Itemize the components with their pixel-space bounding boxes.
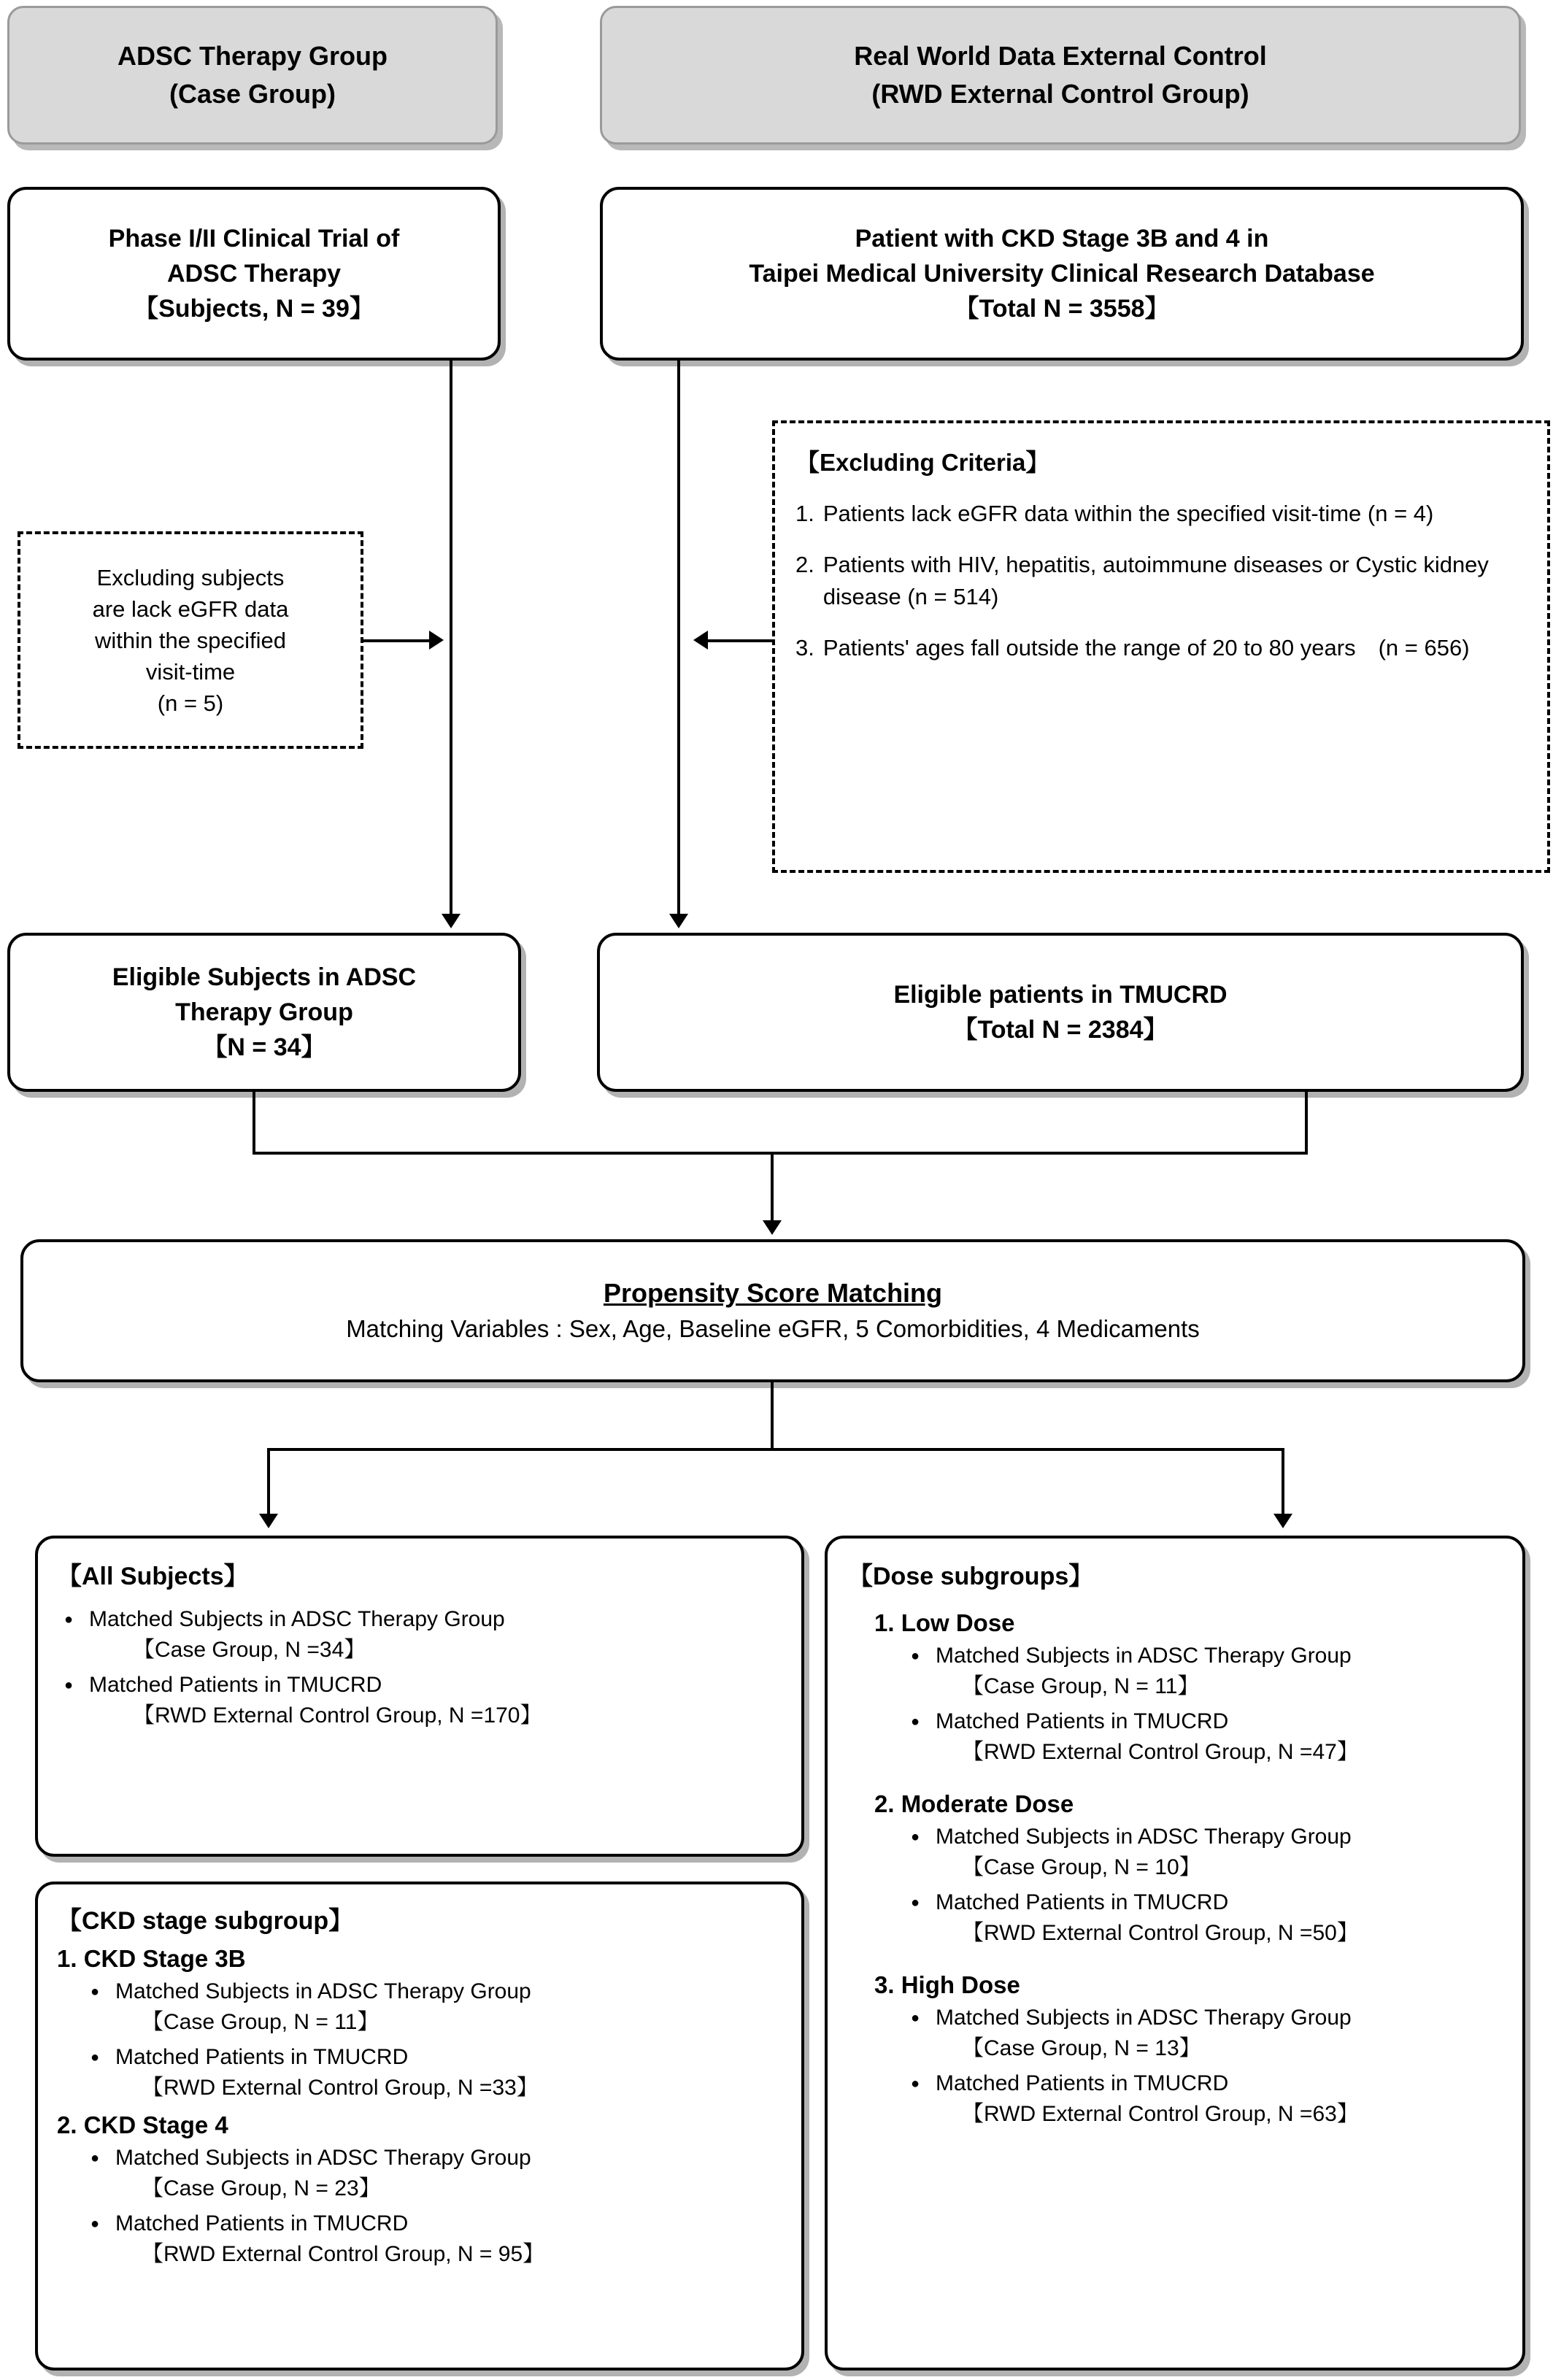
list-item — [83, 2143, 784, 2204]
list-item — [83, 2208, 784, 2270]
header-rwd-group-line1: Real World Data External Control — [854, 41, 1267, 71]
list-item — [57, 1670, 784, 1731]
excluding-criteria-item — [795, 498, 1528, 530]
ckd-group-label: 1. CKD Stage 3B — [57, 1945, 246, 1972]
psm-subtitle: Matching Variables : Sex, Age, Baseline eGFR, 5 Comorbidities, 4 Medicaments — [346, 1315, 1200, 1342]
item-sub: 【Case Group, N = 10】 — [962, 1855, 1201, 1879]
dose-group-list — [903, 1822, 1506, 1953]
all-subjects-title: 【All Subjects】 — [57, 1563, 249, 1590]
item-sub: 【RWD External Control Group, N =63】 — [962, 2102, 1359, 2126]
connector-database-to-eligible — [677, 361, 680, 917]
box-excluding-criteria — [772, 420, 1550, 873]
arrowhead-down — [442, 914, 460, 928]
header-rwd-group-line2: (RWD External Control Group) — [871, 79, 1249, 109]
database-line3: 【Total N = 3558】 — [954, 295, 1170, 323]
ckd-subgroup-title: 【CKD stage subgroup】 — [57, 1907, 354, 1935]
item-sub: 【RWD External Control Group, N =50】 — [962, 1921, 1359, 1945]
criteria-text: Patients lack eGFR data within the specified visit-time (n = 4) — [822, 501, 1434, 526]
box-eligible-case — [7, 933, 521, 1092]
item-sub: 【Case Group, N = 13】 — [962, 2036, 1201, 2060]
arrowhead-down — [1273, 1514, 1292, 1528]
header-case-group — [7, 6, 498, 145]
excluding-subjects-line4: visit-time — [145, 658, 236, 685]
item-main: Matched Subjects in ADSC Therapy Group — [936, 2006, 1352, 2030]
criteria-text: Patients with HIV, hepatitis, autoimmune diseases or Cystic kidney disease (n = 514) — [822, 552, 1489, 609]
excluding-criteria-title: 【Excluding Criteria】 — [795, 449, 1050, 476]
excluding-subjects-line5: (n = 5) — [157, 690, 224, 716]
list-item — [903, 1641, 1506, 1702]
arrowhead-down — [259, 1514, 278, 1528]
all-subjects-list — [57, 1604, 784, 1736]
eligible-case-line1: Eligible Subjects in ADSC — [112, 963, 417, 991]
clinical-trial-line2: ADSC Therapy — [166, 260, 342, 288]
item-sub: 【Case Group, N = 23】 — [142, 2176, 381, 2200]
box-all-subjects — [35, 1536, 804, 1857]
ckd-group-label: 2. CKD Stage 4 — [57, 2111, 228, 2138]
item-main: Matched Subjects in ADSC Therapy Group — [936, 1825, 1352, 1849]
item-main: Matched Subjects in ADSC Therapy Group — [936, 1644, 1352, 1668]
list-item — [903, 2068, 1506, 2130]
item-main: Matched Patients in TMUCRD — [936, 1709, 1229, 1733]
list-item — [83, 1976, 784, 2038]
eligible-rwd-line2: 【Total N = 2384】 — [952, 1016, 1168, 1044]
box-propensity-score-matching — [20, 1239, 1525, 1382]
eligible-case-line2: Therapy Group — [175, 998, 353, 1026]
item-sub: 【RWD External Control Group, N = 95】 — [142, 2242, 545, 2266]
connector-merge-bar — [253, 1152, 1308, 1155]
psm-title: Propensity Score Matching — [603, 1278, 943, 1308]
item-main: Matched Patients in TMUCRD — [936, 2071, 1229, 2095]
connector-eligible-rwd-down — [1305, 1092, 1308, 1153]
dose-subgroup-title: 【Dose subgroups】 — [848, 1563, 1094, 1590]
eligible-case-line3: 【N = 34】 — [202, 1033, 326, 1061]
item-main: Matched Subjects in ADSC Therapy Group — [115, 2146, 531, 2170]
arrowhead-right — [429, 631, 444, 650]
excluding-subjects-line3: within the specified — [95, 627, 286, 653]
excluding-criteria-item — [795, 549, 1528, 613]
excluding-subjects-line2: are lack eGFR data — [92, 596, 289, 622]
dose-group-label: 1. Low Dose — [874, 1609, 1015, 1636]
criteria-number: 2. — [795, 552, 814, 577]
criteria-text: Patients' ages fall outside the range of 20 to 80 years (n = 656) — [822, 635, 1470, 661]
item-main: Matched Patients in TMUCRD — [115, 2211, 409, 2235]
header-case-group-line1: ADSC Therapy Group — [117, 41, 388, 71]
list-item — [83, 2042, 784, 2103]
list-item — [903, 1822, 1506, 1883]
connector-exclude-rwd — [708, 639, 775, 642]
header-case-group-line2: (Case Group) — [169, 79, 336, 109]
clinical-trial-line1: Phase I/II Clinical Trial of — [108, 225, 400, 253]
box-ckd-stage-subgroup — [35, 1882, 804, 2371]
clinical-trial-line3: 【Subjects, N = 39】 — [134, 295, 374, 323]
item-main: Matched Subjects in ADSC Therapy Group — [89, 1607, 505, 1631]
item-main: Matched Patients in TMUCRD — [936, 1890, 1229, 1914]
list-item — [903, 2003, 1506, 2064]
item-sub: 【RWD External Control Group, N =170】 — [133, 1703, 542, 1728]
ckd-group-list — [83, 2143, 784, 2274]
item-main: Matched Subjects in ADSC Therapy Group — [115, 1979, 531, 2003]
excluding-criteria-item — [795, 632, 1528, 664]
arrowhead-down — [763, 1220, 782, 1235]
ckd-group-list — [83, 1976, 784, 2108]
arrowhead-left — [693, 631, 708, 650]
database-line2: Taipei Medical University Clinical Research Database — [749, 260, 1375, 288]
item-sub: 【RWD External Control Group, N =33】 — [142, 2076, 539, 2100]
list-item — [57, 1604, 784, 1665]
connector-exclude-case — [363, 639, 429, 642]
item-main: Matched Patients in TMUCRD — [89, 1673, 382, 1697]
dose-group-list — [903, 2003, 1506, 2134]
item-sub: 【Case Group, N = 11】 — [962, 1674, 1200, 1698]
list-item — [903, 1887, 1506, 1949]
dose-group-list — [903, 1641, 1506, 1772]
connector-eligible-case-down — [253, 1092, 255, 1153]
database-line1: Patient with CKD Stage 3B and 4 in — [855, 225, 1269, 253]
box-dose-subgroups — [825, 1536, 1525, 2371]
item-sub: 【RWD External Control Group, N =47】 — [962, 1740, 1359, 1764]
list-item — [903, 1706, 1506, 1768]
dose-group-label: 2. Moderate Dose — [874, 1790, 1074, 1817]
criteria-number: 1. — [795, 501, 814, 526]
box-clinical-trial — [7, 187, 501, 361]
box-database — [600, 187, 1524, 361]
header-rwd-group — [600, 6, 1521, 145]
item-main: Matched Patients in TMUCRD — [115, 2045, 409, 2069]
connector-split-left — [267, 1448, 270, 1517]
connector-split-right — [1282, 1448, 1284, 1517]
connector-psm-down — [771, 1382, 774, 1449]
item-sub: 【Case Group, N = 11】 — [142, 2010, 379, 2034]
box-excluding-subjects — [18, 531, 363, 749]
connector-merge-to-psm — [771, 1152, 774, 1223]
connector-trial-to-eligible — [450, 361, 452, 917]
excluding-subjects-line1: Excluding subjects — [96, 564, 285, 590]
dose-group-label: 3. High Dose — [874, 1971, 1020, 1998]
criteria-number: 3. — [795, 635, 814, 661]
eligible-rwd-line1: Eligible patients in TMUCRD — [893, 981, 1228, 1009]
connector-split-bar — [269, 1448, 1284, 1451]
item-sub: 【Case Group, N =34】 — [133, 1638, 366, 1662]
box-eligible-rwd — [597, 933, 1524, 1092]
arrowhead-down — [669, 914, 688, 928]
